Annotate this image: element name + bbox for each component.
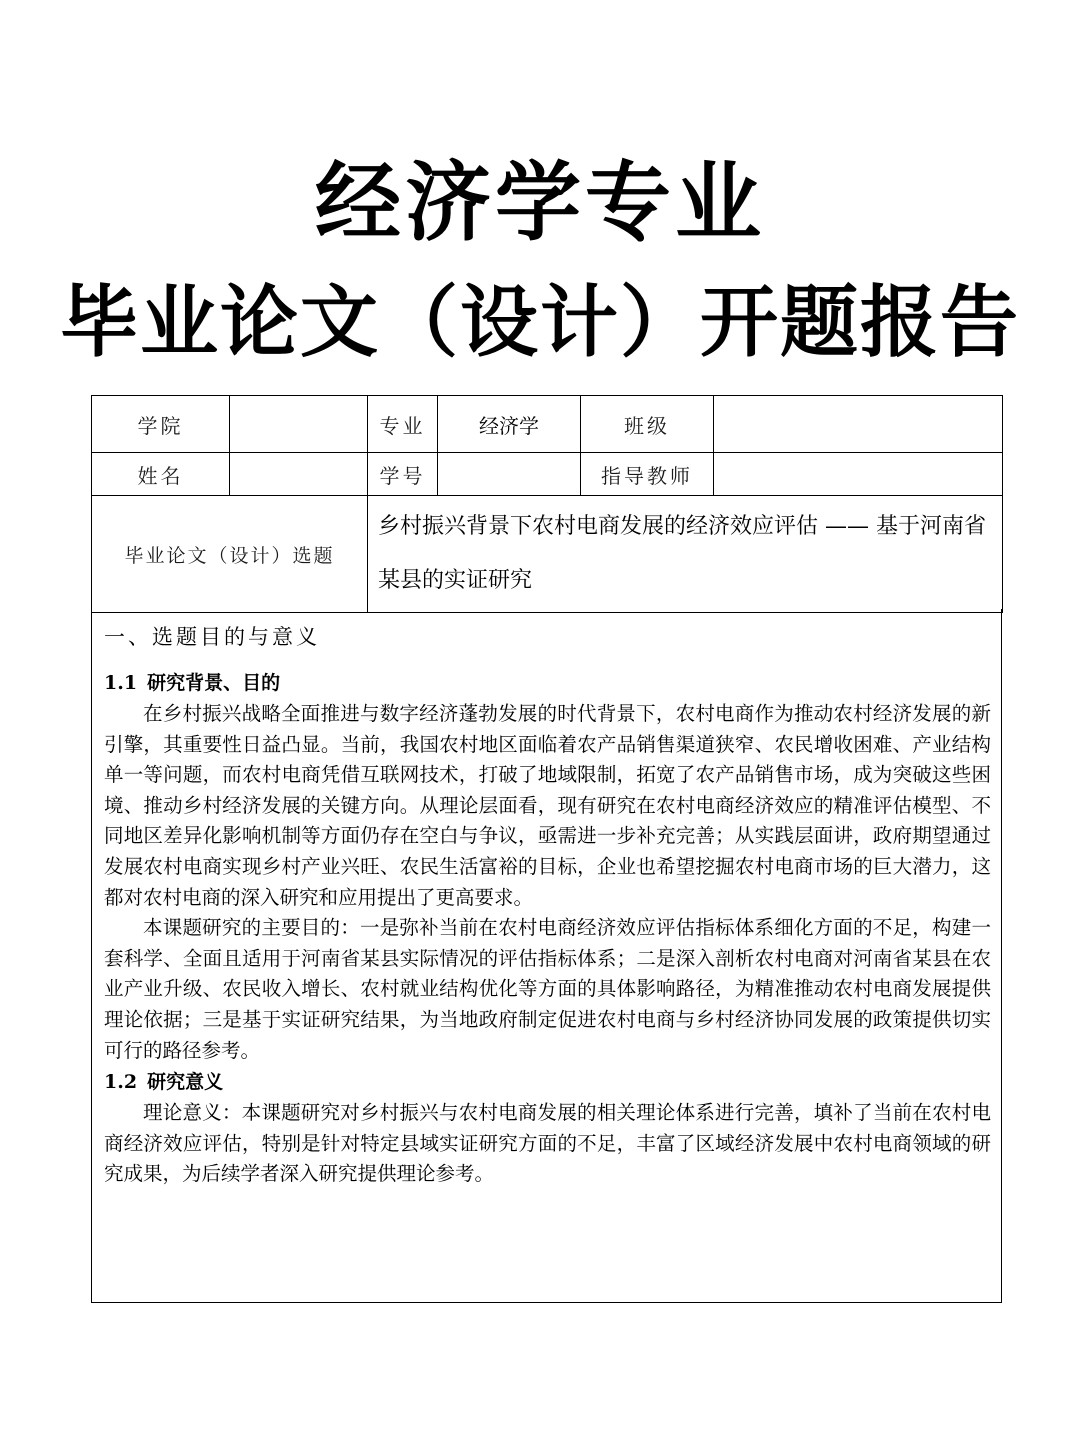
topic-value[interactable]: 乡村振兴背景下农村电商发展的经济效应评估 —— 基于河南省某县的实证研究 <box>368 496 1003 613</box>
student-id-value[interactable] <box>438 453 581 496</box>
sub-heading-title: 研究背景、目的 <box>147 672 281 694</box>
topic-label: 毕业论文（设计）选题 <box>92 496 368 613</box>
sub-heading-number: 1.2 <box>104 1071 138 1094</box>
paragraph-theoretical-significance: 理论意义：本课题研究对乡村振兴与农村电商发展的相关理论体系进行完善，填补了当前在农村电商经济效应评估，特别是针对特定县域实证研究方面的不足，丰富了区域经济发展中农村电商领域的研究成果，为后续学者深入研究提供理论参考。 <box>104 1101 991 1186</box>
name-label: 姓名 <box>92 453 230 496</box>
college-value[interactable] <box>230 396 368 453</box>
major-value[interactable]: 经济学 <box>438 396 581 453</box>
major-label: 专业 <box>368 396 438 453</box>
paragraph-objectives: 本课题研究的主要目的：一是弥补当前在农村电商经济效应评估指标体系细化方面的不足，构建一套科学、全面且适用于河南省某县实际情况的评估指标体系；二是深入剖析农村电商对河南省某县在农业产业升级、农民收入增长、农村就业结构优化等方面的具体影响路径，为精准推动农村电商发展提供理论依据；三是基于实证研究结果，为当地政府制定促进农村电商与乡村经济协同发展的政策提供切实可行的路径参考。 <box>104 916 991 1062</box>
college-label: 学院 <box>92 396 230 453</box>
class-value[interactable] <box>714 396 1003 453</box>
name-value[interactable] <box>230 453 368 496</box>
sub-heading-significance <box>104 1066 991 1098</box>
section-heading-purpose: 一、选题目的与意义 <box>104 625 320 649</box>
class-label: 班级 <box>581 396 714 453</box>
content-box <box>91 609 1002 1303</box>
paragraph-background: 在乡村振兴战略全面推进与数字经济蓬勃发展的时代背景下，农村电商作为推动农村经济发展的新引擎，其重要性日益凸显。当前，我国农村地区面临着农产品销售渠道狭窄、农民增收困难、产业结构单一等问题，而农村电商凭借互联网技术，打破了地域限制，拓宽了农产品销售市场，成为突破这些困境、推动乡村经济发展的关键方向。从理论层面看，现有研究在农村电商经济效应的精准评估模型、不同地区差异化影响机制等方面仍存在空白与争议，亟需进一步补充完善；从实践层面讲，政府期望通过发展农村电商实现乡村产业兴旺、农民生活富裕的目标，企业也希望挖掘农村电商市场的巨大潜力，这都对农村电商的深入研究和应用提出了更高要求。 <box>104 702 991 909</box>
info-row-name <box>92 453 1003 496</box>
document-title-line2: 毕业论文（设计）开题报告 <box>59 277 1020 368</box>
sub-heading-title: 研究意义 <box>147 1071 224 1094</box>
advisor-label: 指导教师 <box>581 453 714 496</box>
document-title-line1: 经济学专业 <box>315 152 765 253</box>
info-row-college <box>92 396 1003 453</box>
sub-heading-background <box>104 667 991 699</box>
student-id-label: 学号 <box>368 453 438 496</box>
advisor-value[interactable] <box>714 453 1003 496</box>
info-table <box>91 395 1003 613</box>
sub-heading-number: 1.1 <box>104 672 138 694</box>
info-row-topic <box>92 496 1003 613</box>
